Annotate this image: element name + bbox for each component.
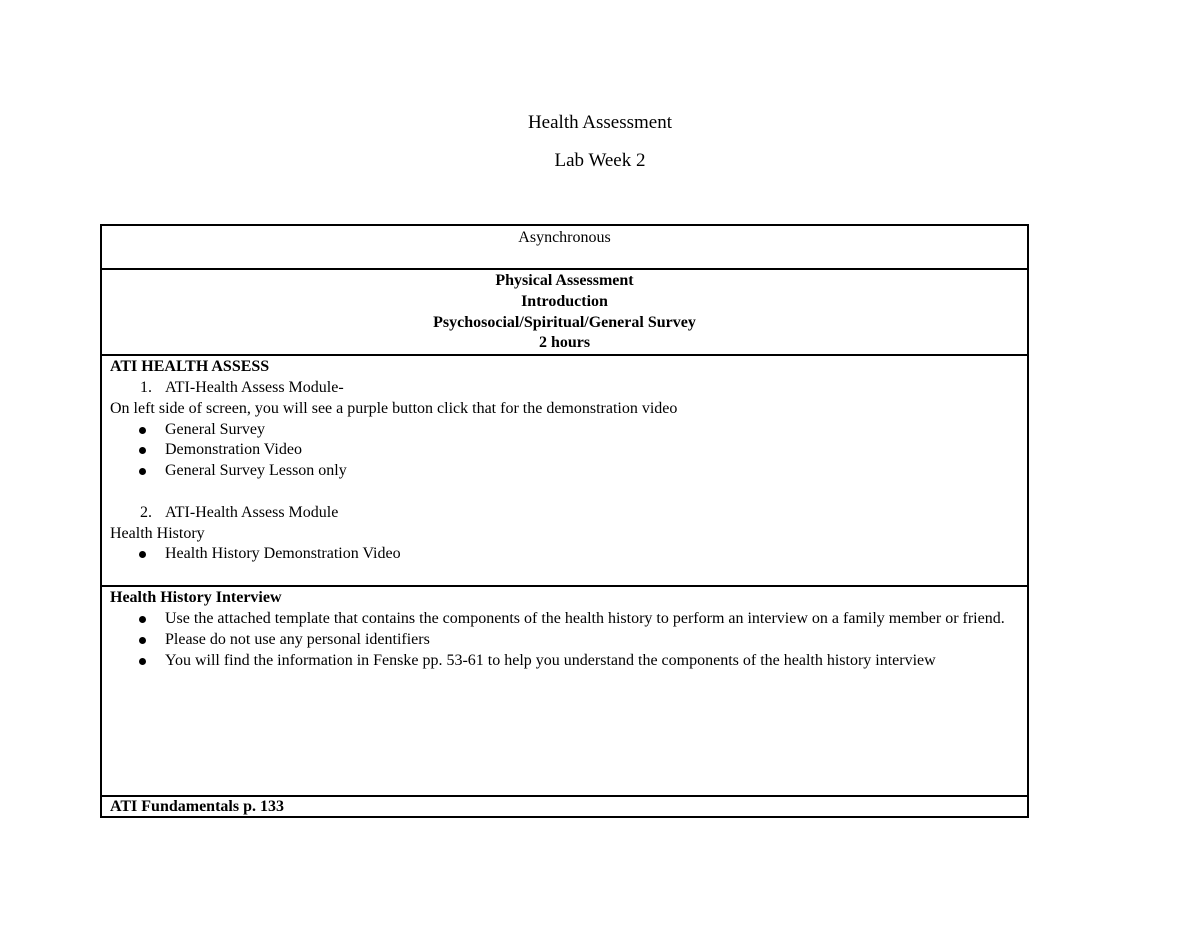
bullet-icon — [139, 658, 146, 665]
table-row-physical-assessment — [101, 269, 1028, 355]
list-item — [110, 461, 1019, 482]
list-item-text: Please do not use any personal identifiers — [165, 630, 430, 648]
table-row-asynchronous — [101, 225, 1028, 269]
physical-assessment-heading: Physical Assessment — [495, 272, 634, 289]
asynchronous-cell — [101, 225, 1028, 269]
physical-assessment-cell — [101, 269, 1028, 355]
list-item-text: Health History Demonstration Video — [165, 545, 401, 563]
item-note-2: Health History — [110, 524, 205, 542]
table-row-ati-fundamentals — [101, 796, 1028, 817]
item-note-1: On left side of screen, you will see a purple button click that for the demonstration video — [110, 399, 678, 417]
list-item — [110, 609, 1019, 630]
list-item — [110, 544, 1019, 565]
list-item-text: Use the attached template that contains the components of the health history to perform an interview on a family member or friend. — [165, 609, 1005, 627]
asynchronous-label: Asynchronous — [518, 229, 611, 246]
list-item — [110, 420, 1019, 441]
duration-label: 2 hours — [538, 334, 591, 352]
list-item-text: You will find the information in Fenske pp. 53-61 to help you understand the components of the health history interview — [165, 651, 936, 669]
bullet-icon — [139, 468, 146, 475]
bullet-icon — [139, 447, 146, 454]
item-text-1: ATI-Health Assess Module- — [165, 378, 344, 396]
item-number-2: 2. — [140, 503, 152, 521]
ati-fundamentals-cell — [101, 796, 1028, 817]
bullet-icon — [139, 427, 146, 434]
health-history-interview-heading: Health History Interview — [110, 589, 282, 607]
document-subtitle: Lab Week 2 — [554, 150, 646, 171]
bullet-list-3 — [110, 609, 1019, 671]
list-item — [110, 651, 1019, 672]
list-item-text: Demonstration Video — [165, 441, 302, 459]
table-row-ati-health-assess — [101, 355, 1028, 586]
list-item-text: General Survey Lesson only — [165, 462, 347, 480]
list-item — [110, 440, 1019, 461]
spacer — [110, 482, 1019, 503]
lab-schedule-table — [100, 224, 1029, 818]
list-item — [110, 630, 1019, 651]
table-row-health-history-interview — [101, 586, 1028, 796]
bullet-icon — [139, 616, 146, 623]
bullet-icon — [139, 551, 146, 558]
ati-health-assess-heading: ATI HEALTH ASSESS — [110, 358, 270, 376]
bullet-icon — [139, 637, 146, 644]
bullet-list-2 — [110, 544, 1019, 565]
numbered-item-1 — [110, 378, 1019, 399]
bullet-list-1 — [110, 420, 1019, 482]
health-history-interview-cell — [101, 586, 1028, 796]
survey-heading: Psychosocial/Spiritual/General Survey — [433, 313, 696, 331]
ati-fundamentals-reference: ATI Fundamentals p. 133 — [110, 798, 284, 816]
list-item-text: General Survey — [165, 420, 265, 438]
document-title: Health Assessment — [527, 112, 673, 133]
item-text-2: ATI-Health Assess Module — [165, 503, 339, 521]
ati-health-assess-cell — [101, 355, 1028, 586]
introduction-heading: Introduction — [521, 292, 608, 310]
numbered-item-2 — [110, 503, 1019, 524]
item-number-1: 1. — [140, 378, 152, 396]
